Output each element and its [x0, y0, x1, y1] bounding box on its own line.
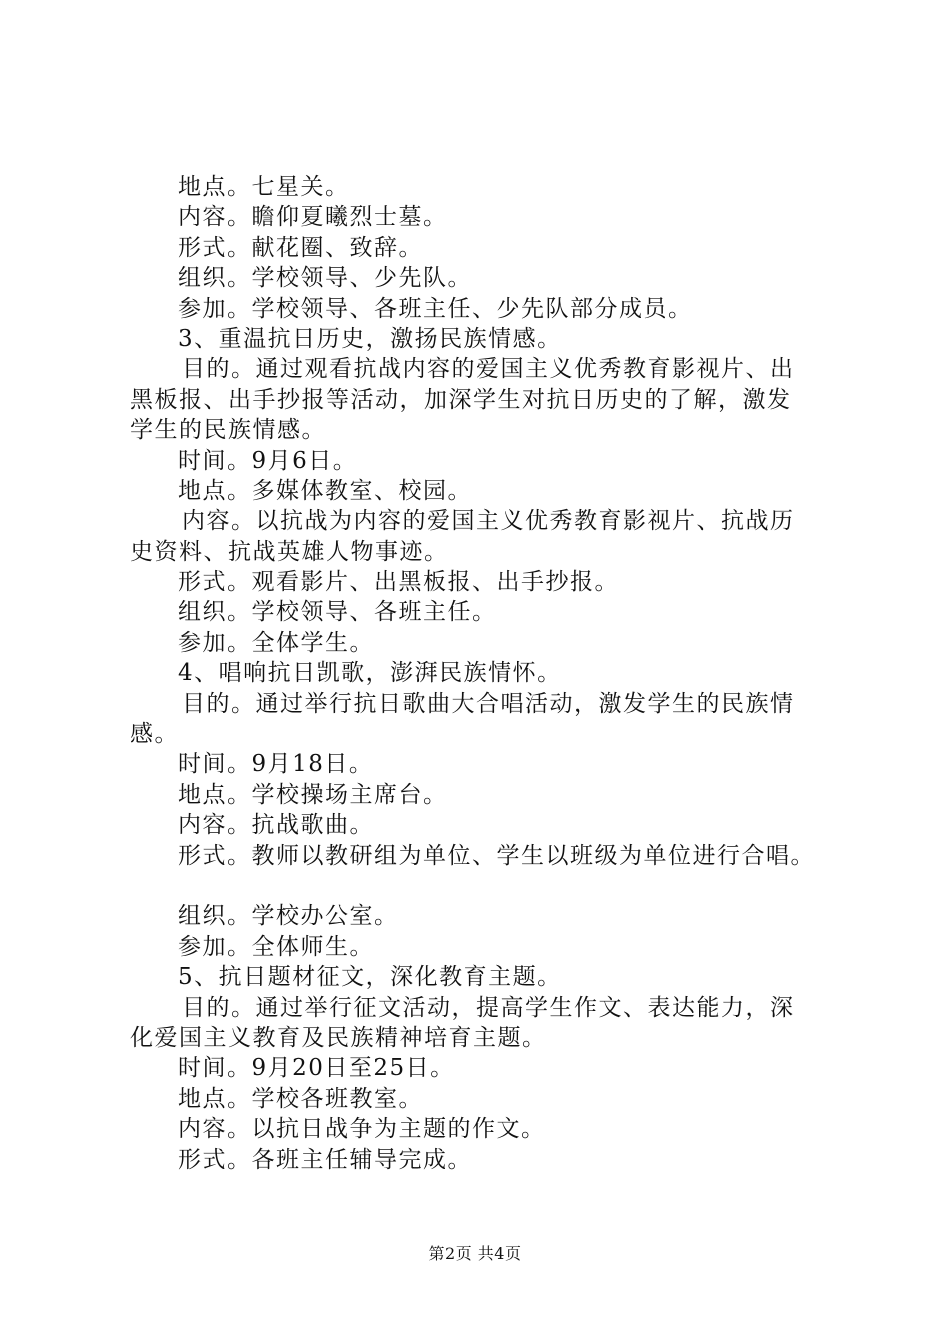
section-heading: 4、唱响抗日凯歌，澎湃民族情怀。 — [178, 660, 562, 687]
text-line: 地点。学校各班教室。 — [178, 1085, 423, 1112]
text-line: 参加。学校领导、各班主任、少先队部分成员。 — [178, 295, 693, 322]
text-line: 黑板报、出手抄报等活动，加深学生对抗日历史的了解，激发 — [130, 386, 792, 413]
section-heading: 5、抗日题材征文，深化教育主题。 — [178, 964, 562, 991]
text-line: 时间。9月6日。 — [178, 447, 358, 474]
text-line: 感。 — [130, 721, 179, 748]
document-body — [130, 172, 830, 1175]
text-line: 组织。学校领导、各班主任。 — [178, 599, 497, 626]
text-line: 史资料、抗战英雄人物事迹。 — [130, 538, 449, 565]
text-line: 地点。七星关。 — [178, 174, 350, 200]
text-line: 参加。全体学生。 — [178, 629, 374, 656]
text-line: 学生的民族情感。 — [130, 417, 326, 444]
text-line: 组织。学校领导、少先队。 — [178, 265, 472, 292]
text-line: 形式。教师以教研组为单位、学生以班级为单位进行合唱。 — [178, 842, 815, 869]
text-line: 地点。学校操场主席台。 — [178, 781, 448, 808]
section-heading: 3、重温抗日历史，激扬民族情感。 — [178, 325, 562, 352]
text-line: 参加。全体师生。 — [178, 933, 374, 960]
text-line: 内容。以抗战为内容的爱国主义优秀教育影视片、抗战历 — [182, 508, 795, 535]
page-footer: 第2页 共4页 — [428, 1244, 522, 1263]
text-line: 内容。以抗日战争为主题的作文。 — [178, 1116, 546, 1143]
text-line: 内容。瞻仰夏曦烈士墓。 — [178, 204, 448, 231]
text-line: 形式。各班主任辅导完成。 — [178, 1146, 472, 1173]
text-line: 时间。9月20日至25日。 — [178, 1055, 455, 1082]
text-line: 目的。通过举行征文活动，提高学生作文、表达能力，深 — [182, 994, 795, 1021]
blank-line — [130, 871, 830, 901]
text-line: 组织。学校办公室。 — [178, 903, 399, 930]
text-line: 目的。通过观看抗战内容的爱国主义优秀教育影视片、出 — [182, 356, 795, 383]
text-line: 目的。通过举行抗日歌曲大合唱活动，激发学生的民族情 — [182, 690, 795, 717]
text-line: 形式。献花圈、致辞。 — [178, 234, 423, 261]
text-line: 内容。抗战歌曲。 — [178, 812, 374, 839]
text-line: 化爱国主义教育及民族精神培育主题。 — [130, 1024, 547, 1051]
text-line: 地点。多媒体教室、校园。 — [178, 477, 472, 504]
text-line: 时间。9月18日。 — [178, 751, 374, 778]
text-line: 形式。观看影片、出黑板报、出手抄报。 — [178, 569, 619, 596]
